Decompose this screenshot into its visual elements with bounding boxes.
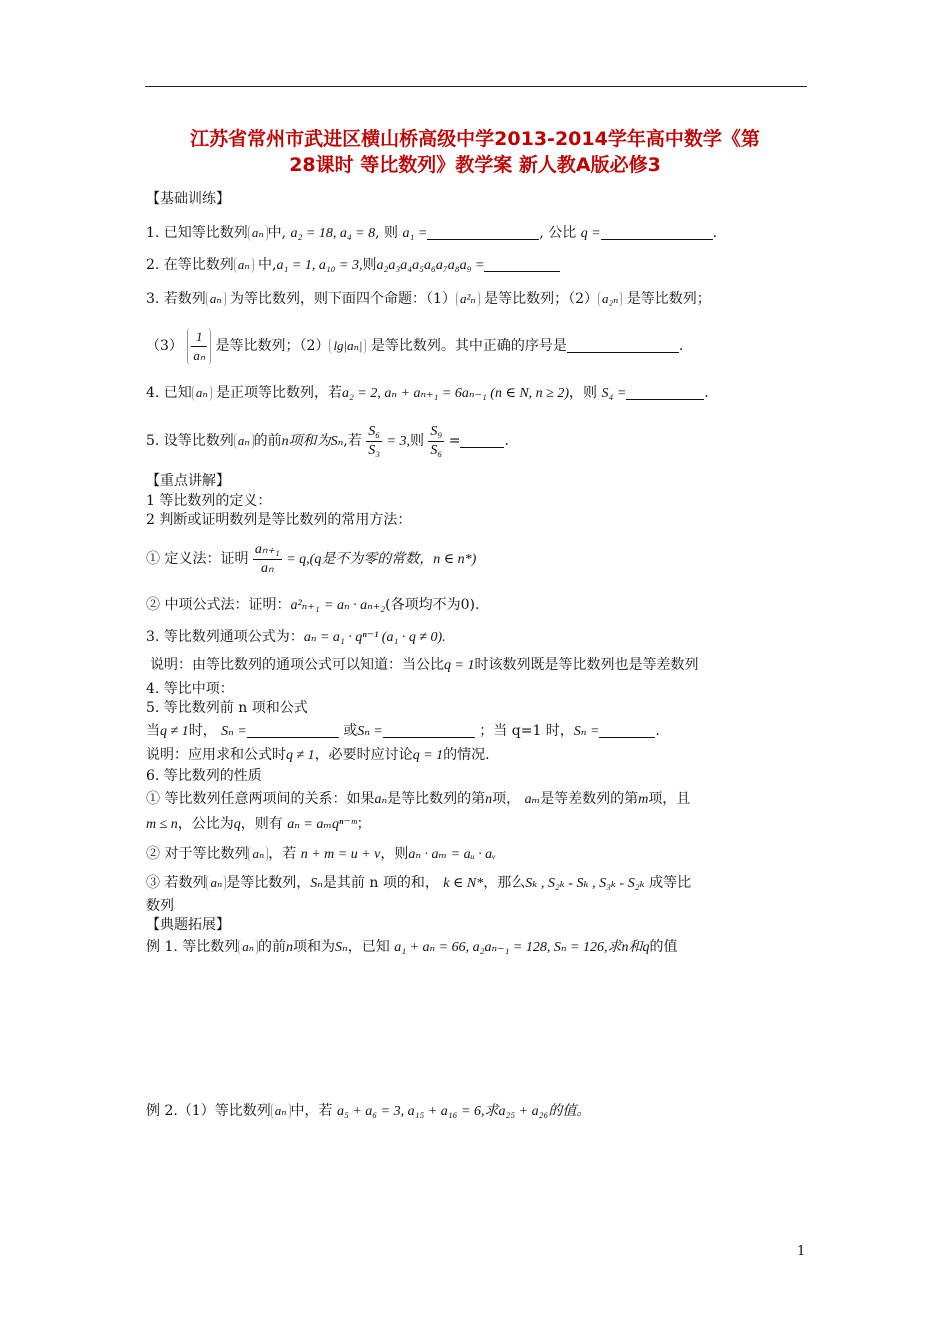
key-6: 6. 等比数列的性质 [146,768,262,784]
answer-blank[interactable] [567,338,679,353]
sequence-braces: aₙ [234,257,254,273]
question-1: 1. 已知等比数列 aₙ 中, a₂ = 18, a₄ = 8, 则 a₁ = , 公比 q = . [146,225,718,241]
sequence-braces: aₙ [248,846,268,862]
question-5: 5. 设等比数列 aₙ 的前n项和为Sₙ,若 $\frac{\text{S₆}}{\text{S₃}}$ = 3,则 $\frac{\text{S₉}}{\text{S₆}}$ = . [146,423,509,458]
answer-blank[interactable] [427,225,539,240]
sequence-braces: aₙ [234,433,254,449]
top-rule [145,86,807,87]
sequence-braces: aₙ [238,939,258,955]
answer-blank[interactable] [484,257,560,272]
key-2-middle-term: ② 中项公式法：证明：a²ₙ₊₁ = aₙ · aₙ₊₂(各项均不为0). [146,597,480,613]
example-1: 例 1. 等比数列 aₙ 的前n项和为Sₙ，已知 a₁ + aₙ = 66, a₂aₙ₋₁ = 128, Sₙ = 126,求n和q的值 [146,939,678,955]
property-1: ① 等比数列任意两项间的关系：如果aₙ是等比数列的第n项， aₘ是等差数列的第m项，且 [146,791,691,807]
document-title [130,126,820,178]
property-3: ③ 若数列 aₙ 是等比数列，Sₙ是其前 n 项的和， k ∈ N*，那么Sₖ , S₂ₖ - Sₖ , S₃ₖ - S₂ₖ 成等比 [146,875,692,891]
title-line-2: 28课时 等比数列》教学案 新人教A版必修3 [289,154,661,176]
question-3: 3. 若数列 aₙ 为等比数列，则下面四个命题：（1） a²ₙ 是等比数列；（2） a₂ₙ 是等比数列； [146,291,711,307]
key-3: 3. 等比数列通项公式为：aₙ = a₁ · qⁿ⁻¹ (a₁ · q ≠ 0). [146,629,446,645]
key-1: 1 等比数列的定义： [146,493,272,509]
answer-blank[interactable] [383,723,475,738]
fraction-s6-over-s3: $\frac{\text{S₆}}{\text{S₃}}$ [368,423,381,458]
answer-blank[interactable] [599,723,655,738]
note-1: 说明：由等比数列的通项公式可以知道：当公比q = 1时该数列既是等比数列也是等差数列 [150,657,699,673]
sequence-braces: aₙ [271,1103,291,1119]
answer-blank[interactable] [247,723,339,738]
key-4: 4. 等比中项： [146,681,234,697]
section-basic: 【基础训练】 [146,191,230,207]
note-2: 说明：应用求和公式时q ≠ 1，必要时应讨论q = 1的情况. [146,747,490,763]
fraction-one-over-an: $\frac{1}{\text{aₙ}}$ [193,329,206,363]
sequence-braces: aₙ [206,875,226,891]
sequence-braces: aₙ [206,291,226,307]
answer-blank[interactable] [601,225,713,240]
fraction-an1-over-an: $\frac{\text{aₙ₊₁}}{\text{aₙ}}$ [254,541,280,576]
fraction-s9-over-s6: $\frac{\text{S₉}}{\text{S₆}}$ [430,423,443,458]
key-2: 2 判断或证明数列是等比数列的常用方法： [146,512,412,528]
question-4: 4. 已知 aₙ 是正项等比数列，若a₂ = 2, aₙ + aₙ₊₁ = 6aₙ₋₁ (n ∈ N, n ≥ 2)，则 S₄ = . [146,385,709,401]
property-1-cont: m ≤ n，公比为q，则有 aₙ = aₘqⁿ⁻ᵐ； [146,816,371,832]
key-5-formula: 当q ≠ 1时， Sₙ = 或Sₙ = ；当 q=1 时，Sₙ = . [146,723,660,739]
page-number: 1 [797,1244,806,1259]
key-2-definition: ① 定义法：证明 $\frac{\text{aₙ₊₁}}{\text{aₙ}}$ = q,(q是不为零的常数，n ∈ n*) [146,541,477,576]
question-2: 2. 在等比数列 aₙ 中,a₁ = 1, a₁₀ = 3,则a₂a₃a₄a₅a₆a₇a₈a₉ = [146,256,560,275]
sequence-braces: aₙ [192,385,212,401]
example-2: 例 2.（1）等比数列 aₙ 中，若 a₅ + a₆ = 3, a₁₅ + a₁₆ = 6,求a₂₅ + a₂₆的值。 [146,1103,591,1119]
key-5: 5. 等比数列前 n 项和公式 [146,700,308,716]
question-3-cont: （3） $\frac{1}{\text{aₙ}}$ 是等比数列；（2） lg|aₙ| 是等比数列。其中正确的序号是 . [146,329,684,363]
title-line-1: 江苏省常州市武进区横山桥高级中学2013-2014学年高中数学《第 [190,128,760,150]
answer-blank[interactable] [460,433,504,448]
answer-blank[interactable] [626,385,704,400]
property-3-cont: 数列 [146,898,174,914]
section-key: 【重点讲解】 [146,473,230,489]
sequence-braces: aₙ [248,225,268,241]
property-2: ② 对于等比数列 aₙ ，若 n + m = u + v，则aₙ · aₘ = aᵤ · aᵥ [146,846,497,862]
section-examples: 【典题拓展】 [146,917,230,933]
